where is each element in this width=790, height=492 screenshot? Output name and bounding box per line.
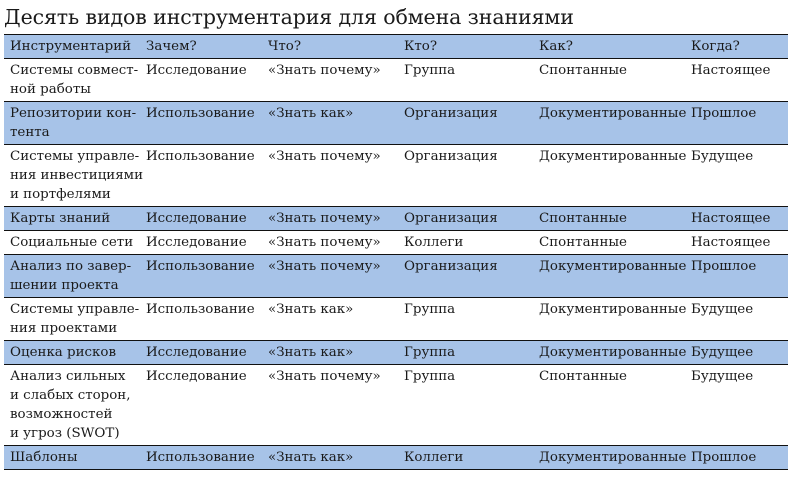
cell-why: Исследование	[140, 365, 262, 446]
cell-how: Документированные	[533, 446, 685, 470]
table-row	[4, 446, 788, 470]
cell-tool: Анализ сильных и слабых сторон, возможностей и угроз (SWOT)	[4, 365, 140, 446]
knowledge-tools-table	[4, 34, 788, 470]
cell-tool: Карты знаний	[4, 207, 140, 231]
cell-tool: Оценка рисков	[4, 341, 140, 365]
cell-how: Документированные	[533, 145, 685, 207]
table-row	[4, 298, 788, 341]
cell-why: Исследование	[140, 231, 262, 255]
cell-when: Настоящее	[685, 231, 788, 255]
cell-tool: Системы управле- ния инвестициями и портфелями	[4, 145, 140, 207]
table-body	[4, 59, 788, 470]
cell-what: «Знать почему»	[262, 231, 398, 255]
table-header-row	[4, 35, 788, 59]
cell-how: Спонтанные	[533, 365, 685, 446]
cell-what: «Знать почему»	[262, 255, 398, 298]
cell-how: Спонтанные	[533, 59, 685, 102]
cell-how: Документированные	[533, 341, 685, 365]
cell-tool: Системы управле- ния проектами	[4, 298, 140, 341]
cell-who: Коллеги	[398, 231, 533, 255]
cell-how: Документированные	[533, 255, 685, 298]
cell-what: «Знать почему»	[262, 207, 398, 231]
cell-why: Использование	[140, 145, 262, 207]
cell-why: Исследование	[140, 207, 262, 231]
cell-why: Использование	[140, 298, 262, 341]
cell-when: Будущее	[685, 145, 788, 207]
page-title: Десять видов инструментария для обмена знаниями	[4, 5, 574, 29]
cell-what: «Знать почему»	[262, 59, 398, 102]
cell-what: «Знать как»	[262, 298, 398, 341]
column-header-what: Что?	[262, 35, 398, 59]
cell-who: Группа	[398, 365, 533, 446]
cell-when: Будущее	[685, 341, 788, 365]
table-row	[4, 365, 788, 446]
table-row	[4, 341, 788, 365]
cell-who: Группа	[398, 341, 533, 365]
cell-why: Использование	[140, 446, 262, 470]
table-row	[4, 207, 788, 231]
cell-who: Группа	[398, 298, 533, 341]
cell-who: Группа	[398, 59, 533, 102]
cell-when: Прошлое	[685, 102, 788, 145]
column-header-why: Зачем?	[140, 35, 262, 59]
column-header-tools: Инструментарий	[4, 35, 140, 59]
cell-when: Настоящее	[685, 59, 788, 102]
cell-tool: Системы совмест- ной работы	[4, 59, 140, 102]
cell-who: Организация	[398, 207, 533, 231]
cell-when: Будущее	[685, 298, 788, 341]
cell-how: Документированные	[533, 102, 685, 145]
cell-what: «Знать почему»	[262, 365, 398, 446]
document-page	[4, 0, 788, 470]
cell-tool: Социальные сети	[4, 231, 140, 255]
column-header-how: Как?	[533, 35, 685, 59]
column-header-when: Когда?	[685, 35, 788, 59]
cell-when: Настоящее	[685, 207, 788, 231]
cell-when: Прошлое	[685, 446, 788, 470]
cell-tool: Репозитории кон- тента	[4, 102, 140, 145]
cell-how: Спонтанные	[533, 207, 685, 231]
table-row	[4, 255, 788, 298]
cell-why: Исследование	[140, 59, 262, 102]
cell-who: Организация	[398, 255, 533, 298]
cell-tool: Анализ по завер- шении проекта	[4, 255, 140, 298]
cell-who: Коллеги	[398, 446, 533, 470]
table-row	[4, 102, 788, 145]
cell-why: Использование	[140, 102, 262, 145]
cell-how: Документированные	[533, 298, 685, 341]
cell-why: Исследование	[140, 341, 262, 365]
cell-how: Спонтанные	[533, 231, 685, 255]
cell-what: «Знать как»	[262, 341, 398, 365]
cell-who: Организация	[398, 145, 533, 207]
cell-tool: Шаблоны	[4, 446, 140, 470]
cell-when: Прошлое	[685, 255, 788, 298]
column-header-who: Кто?	[398, 35, 533, 59]
table-row	[4, 231, 788, 255]
table-row	[4, 59, 788, 102]
cell-what: «Знать как»	[262, 446, 398, 470]
cell-why: Использование	[140, 255, 262, 298]
cell-when: Будущее	[685, 365, 788, 446]
cell-who: Организация	[398, 102, 533, 145]
cell-what: «Знать как»	[262, 102, 398, 145]
table-row	[4, 145, 788, 207]
cell-what: «Знать почему»	[262, 145, 398, 207]
